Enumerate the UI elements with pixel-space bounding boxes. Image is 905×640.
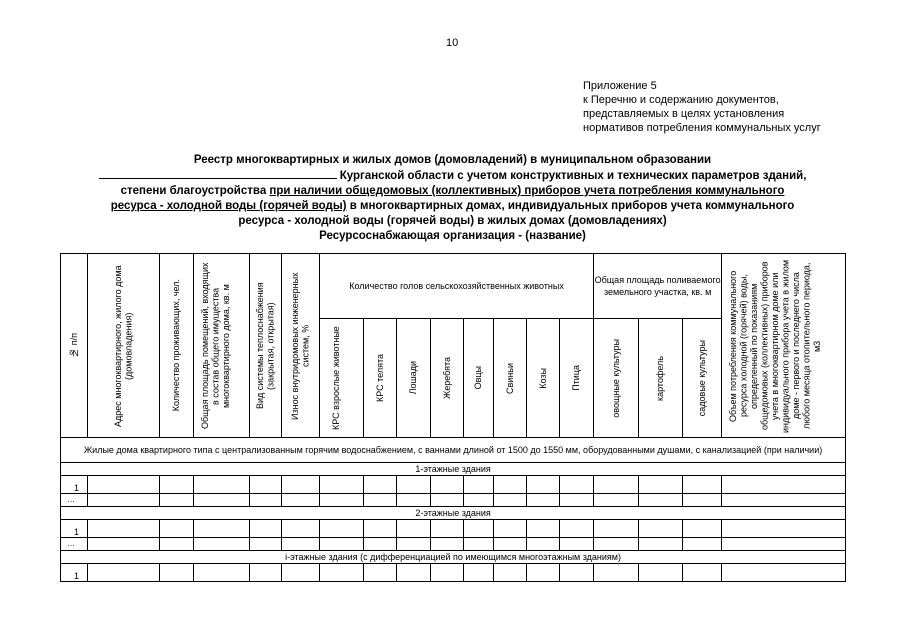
- appendix-line: представляемых в целях установления: [583, 108, 785, 120]
- header-animal-pigs: Свиньи: [494, 319, 527, 438]
- header-land-garden: садовые культуры: [683, 319, 722, 438]
- header-volume: Объем потребления коммунального ресурса холодной (горячей) воды, определенный по показаниям общедомовых (коллективных) приборов учета в многоквартирном доме или индивидуального прибора учета в жилом доме - первого и последнего числа любого месяца отопительного периода, м3: [722, 254, 846, 438]
- header-residents: Количество проживающих, чел.: [160, 254, 194, 438]
- title-text: в многоквартирных домах, индивидуальных приборов учета коммунального: [349, 200, 795, 212]
- section-title: Жилые дома квартирного типа с централизованным горячим водоснабжением, с ваннами длиной от 1500 до 1550 мм, оборудованными душами, с канализацией (при наличии): [61, 438, 846, 463]
- title-line: ресурса - холодной воды (горячей воды) в жилых домах (домовладениях): [238, 215, 667, 227]
- title-underlined-text: при наличии общедомовых (коллективных) приборов учета потребления коммунального: [269, 185, 785, 197]
- header-animal-krs-adult: КРС взрослые животные: [320, 319, 364, 438]
- title-line: Реестр многоквартирных и жилых домов (домовладений) в муниципальном образовании: [193, 154, 712, 166]
- title-line: [60, 168, 845, 184]
- document-title: [60, 153, 845, 244]
- subsection-1-floor: 1-этажные здания: [61, 463, 846, 476]
- row-number: 1: [61, 564, 88, 582]
- appendix-line: Приложение 5: [583, 80, 657, 92]
- title-text: Курганской области с учетом конструктивных и технических параметров зданий,: [339, 170, 807, 182]
- header-heating: Вид системы теплоснабжения (закрытая, открытая): [250, 254, 282, 438]
- header-land-potatoes: картофель: [639, 319, 683, 438]
- title-line: Ресурсоснабжающая организация - (название): [319, 230, 586, 242]
- title-underlined-text: ресурса - холодной воды (горячей воды): [110, 200, 347, 212]
- row-ellipsis: …: [61, 494, 88, 507]
- table-row: [61, 538, 846, 551]
- header-wear: Износ внутридомовых инженерных систем, %: [282, 254, 320, 438]
- header-animals-group: Количество голов сельскохозяйственных животных: [320, 254, 594, 319]
- title-text: степени благоустройства: [120, 185, 267, 197]
- header-area: Общая площадь помещений, входящих в состав общего имущества многоквартирного дома, кв. м: [194, 254, 250, 438]
- header-animal-sheep: Овцы: [464, 319, 494, 438]
- row-number: 1: [61, 520, 88, 538]
- table-row: [61, 476, 846, 494]
- registry-table: [60, 253, 846, 582]
- header-address: Адрес многоквартирного, жилого дома (домовладения): [88, 254, 160, 438]
- title-line: [60, 199, 845, 214]
- header-animal-goats: Козы: [527, 319, 560, 438]
- appendix-line: к Перечню и содержанию документов,: [583, 94, 779, 106]
- row-number: 1: [61, 476, 88, 494]
- header-num: № п/п: [61, 254, 88, 438]
- appendix-note: [583, 79, 821, 135]
- table-row: [61, 520, 846, 538]
- header-animal-horses: Лошади: [397, 319, 431, 438]
- table-row: [61, 564, 846, 582]
- header-land-group: Общая площадь поливаемого земельного участка, кв. м: [594, 254, 722, 319]
- title-line: [60, 184, 845, 199]
- appendix-line: нормативов потребления коммунальных услуг: [583, 122, 821, 134]
- header-animal-foals: Жеребята: [431, 319, 464, 438]
- page-number: 10: [446, 37, 459, 49]
- header-animal-krs-calves: КРС телята: [364, 319, 397, 438]
- header-animal-poultry: Птица: [560, 319, 594, 438]
- subsection-2-floor: 2-этажные здания: [61, 507, 846, 520]
- row-ellipsis: …: [61, 538, 88, 551]
- blank-field: [99, 168, 337, 179]
- header-land-vegetables: овощные культуры: [594, 319, 639, 438]
- subsection-i-floor: i-этажные здания (с дифференциацией по имеющимся многоэтажным зданиям): [61, 551, 846, 564]
- table-row: [61, 494, 846, 507]
